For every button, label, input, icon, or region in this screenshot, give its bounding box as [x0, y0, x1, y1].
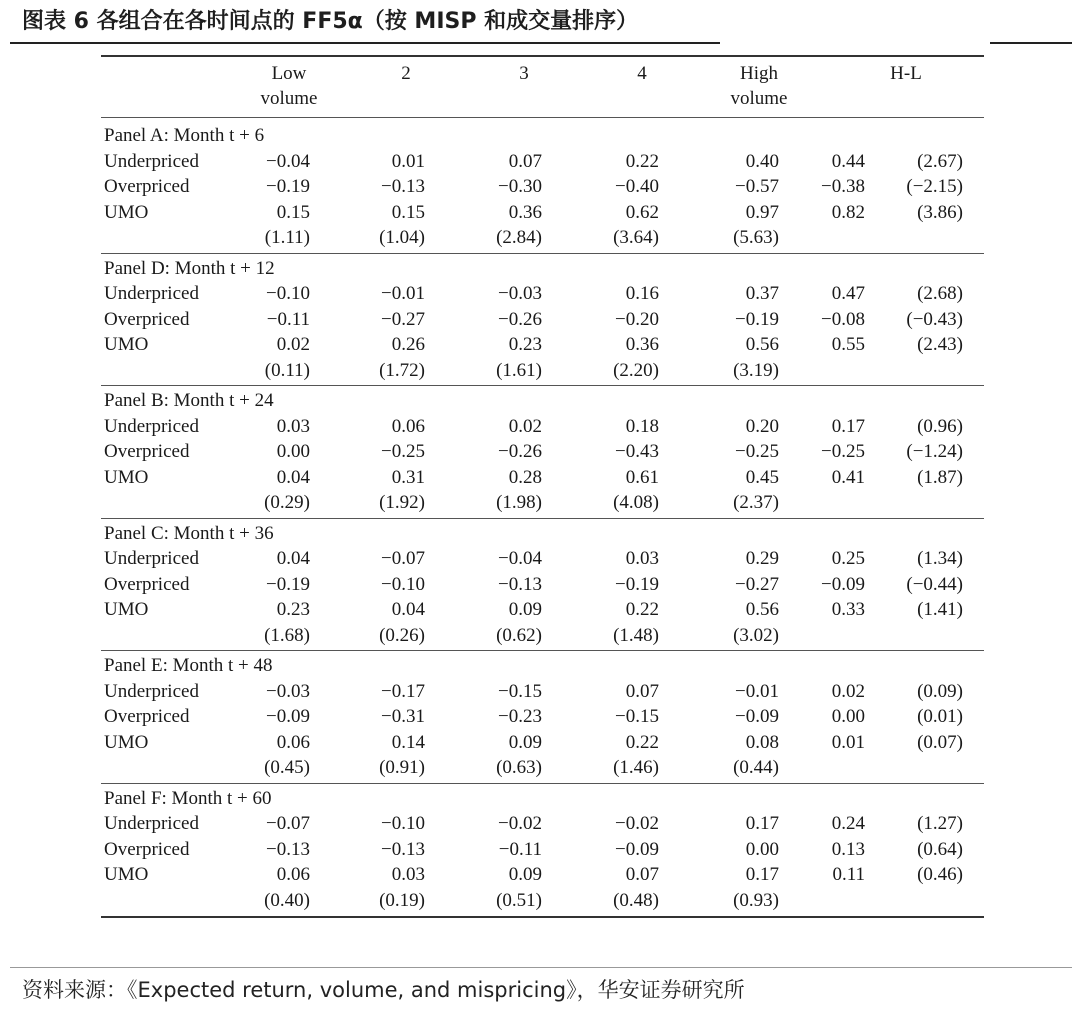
value-cell: −0.43 [615, 441, 659, 462]
value-cell: 0.00 [745, 838, 779, 860]
hl-value: 0.47 [831, 283, 865, 304]
value-cell: 0.36 [625, 334, 659, 355]
value-cell: 0.06 [391, 415, 425, 437]
value-cell: −0.27 [381, 308, 425, 330]
tstat-cell: (0.29) [264, 492, 310, 513]
row-label: Overpriced [104, 573, 190, 595]
hl-value: 0.25 [831, 548, 865, 569]
column-header: volume [260, 88, 318, 109]
value-cell: 0.07 [508, 150, 542, 172]
row-label: UMO [104, 864, 149, 885]
value-cell: 0.17 [745, 813, 779, 834]
row-label: Overpriced [104, 838, 190, 860]
row-label: Overpriced [104, 706, 190, 727]
value-cell: −0.03 [266, 680, 310, 702]
hl-tstat: (1.27) [917, 813, 963, 834]
tstat-cell: (3.19) [733, 359, 779, 381]
caption-rule-right [990, 42, 1072, 44]
value-cell: 0.15 [391, 201, 425, 223]
panel-separator-rule [101, 385, 984, 386]
column-header: 3 [519, 63, 529, 84]
tstat-cell: (2.20) [613, 359, 659, 381]
hl-tstat: (0.64) [917, 838, 963, 860]
hl-value: 0.55 [831, 334, 865, 355]
value-cell: 0.56 [745, 599, 779, 620]
value-cell: −0.30 [498, 176, 542, 197]
hl-value: 0.13 [831, 838, 865, 860]
row-label: UMO [104, 201, 149, 223]
tstat-cell: (0.45) [264, 757, 310, 778]
row-label: Underpriced [104, 150, 199, 172]
tstat-cell: (2.37) [733, 492, 779, 513]
panel-separator-rule [101, 518, 984, 519]
panel-title: Panel C: Month t + 36 [104, 522, 274, 544]
hl-value: −0.25 [821, 441, 865, 462]
tstat-cell: (0.11) [264, 359, 310, 381]
value-cell: −0.26 [498, 308, 542, 330]
hl-tstat: (−1.24) [906, 441, 963, 462]
value-cell: −0.09 [266, 706, 310, 727]
value-cell: 0.09 [508, 599, 542, 620]
hl-value: 0.33 [831, 599, 865, 620]
value-cell: 0.37 [745, 283, 779, 304]
value-cell: −0.26 [498, 441, 542, 462]
value-cell: 0.08 [745, 731, 779, 753]
value-cell: 0.01 [391, 150, 425, 172]
value-cell: 0.16 [625, 283, 659, 304]
tstat-cell: (0.91) [379, 757, 425, 778]
column-header: H-L [890, 63, 922, 84]
hl-tstat: (0.46) [917, 864, 963, 885]
tstat-cell: (1.11) [264, 227, 310, 248]
tstat-cell: (0.26) [379, 624, 425, 646]
hl-tstat: (−2.15) [906, 176, 963, 197]
value-cell: −0.07 [381, 548, 425, 569]
row-label: Underpriced [104, 415, 199, 437]
row-label: Overpriced [104, 308, 190, 330]
value-cell: −0.09 [735, 706, 779, 727]
row-label: Overpriced [104, 441, 190, 462]
value-cell: −0.19 [266, 176, 310, 197]
value-cell: 0.62 [625, 201, 659, 223]
hl-value: 0.82 [831, 201, 865, 223]
tstat-cell: (3.02) [733, 624, 779, 646]
value-cell: 0.03 [276, 415, 310, 437]
hl-tstat: (0.01) [917, 706, 963, 727]
figure-caption: 图表 6 各组合在各时间点的 FF5α（按 MISP 和成交量排序） [22, 9, 639, 34]
value-cell: 0.04 [276, 548, 310, 569]
value-cell: −0.40 [615, 176, 659, 197]
tstat-cell: (1.61) [496, 359, 542, 381]
row-label: Underpriced [104, 283, 199, 304]
value-cell: −0.19 [266, 573, 310, 595]
hl-tstat: (0.96) [917, 415, 963, 437]
value-cell: 0.45 [745, 466, 779, 488]
hl-value: −0.38 [821, 176, 865, 197]
value-cell: 0.22 [625, 599, 659, 620]
value-cell: −0.25 [381, 441, 425, 462]
hl-value: −0.08 [821, 308, 865, 330]
value-cell: −0.02 [498, 813, 542, 834]
value-cell: −0.19 [615, 573, 659, 595]
tstat-cell: (1.68) [264, 624, 310, 646]
value-cell: −0.01 [735, 680, 779, 702]
value-cell: 0.07 [625, 680, 659, 702]
row-label: Underpriced [104, 680, 199, 702]
hl-tstat: (1.87) [917, 466, 963, 488]
hl-tstat: (2.67) [917, 150, 963, 172]
caption-rule [10, 42, 720, 44]
tstat-cell: (0.63) [496, 757, 542, 778]
value-cell: −0.13 [381, 838, 425, 860]
row-label: Overpriced [104, 176, 190, 197]
source-note: 资料来源：《Expected return, volume, and mispricing》，华安证券研究所 [22, 978, 745, 1002]
value-cell: −0.09 [615, 838, 659, 860]
tstat-cell: (1.98) [496, 492, 542, 513]
table-bottom-rule [101, 916, 984, 918]
value-cell: 0.36 [508, 201, 542, 223]
tstat-cell: (0.62) [496, 624, 542, 646]
column-header: High [740, 63, 778, 84]
value-cell: 0.22 [625, 150, 659, 172]
panel-title: Panel D: Month t + 12 [104, 257, 275, 279]
value-cell: 0.61 [625, 466, 659, 488]
row-label: UMO [104, 466, 149, 488]
column-header: 4 [637, 63, 647, 84]
row-label: UMO [104, 334, 149, 355]
value-cell: −0.10 [381, 573, 425, 595]
row-label: UMO [104, 599, 149, 620]
tstat-cell: (3.64) [613, 227, 659, 248]
hl-value: 0.01 [831, 731, 865, 753]
value-cell: 0.07 [625, 864, 659, 885]
hl-tstat: (1.41) [917, 599, 963, 620]
value-cell: −0.13 [498, 573, 542, 595]
value-cell: −0.02 [615, 813, 659, 834]
column-header: Low [271, 63, 307, 84]
value-cell: 0.04 [276, 466, 310, 488]
tstat-cell: (5.63) [733, 227, 779, 248]
value-cell: 0.28 [508, 466, 542, 488]
value-cell: −0.25 [735, 441, 779, 462]
value-cell: 0.04 [391, 599, 425, 620]
value-cell: −0.01 [381, 283, 425, 304]
value-cell: 0.23 [508, 334, 542, 355]
tstat-cell: (0.19) [379, 889, 425, 911]
value-cell: −0.57 [735, 176, 779, 197]
value-cell: 0.22 [625, 731, 659, 753]
value-cell: −0.23 [498, 706, 542, 727]
value-cell: 0.14 [391, 731, 425, 753]
hl-value: 0.11 [832, 864, 865, 885]
tstat-cell: (0.48) [613, 889, 659, 911]
value-cell: 0.09 [508, 864, 542, 885]
hl-value: −0.09 [821, 573, 865, 595]
value-cell: −0.13 [266, 838, 310, 860]
panel-separator-rule [101, 650, 984, 651]
value-cell: 0.26 [391, 334, 425, 355]
header-rule [101, 117, 984, 118]
value-cell: −0.04 [266, 150, 310, 172]
value-cell: 0.15 [276, 201, 310, 223]
tstat-cell: (1.92) [379, 492, 425, 513]
value-cell: 0.17 [745, 864, 779, 885]
tstat-cell: (4.08) [613, 492, 659, 513]
value-cell: −0.03 [498, 283, 542, 304]
value-cell: 0.06 [276, 864, 310, 885]
value-cell: 0.23 [276, 599, 310, 620]
value-cell: −0.27 [735, 573, 779, 595]
tstat-cell: (2.84) [496, 227, 542, 248]
value-cell: 0.03 [391, 864, 425, 885]
value-cell: 0.20 [745, 415, 779, 437]
hl-tstat: (1.34) [917, 548, 963, 569]
hl-tstat: (−0.43) [906, 308, 963, 330]
value-cell: 0.02 [508, 415, 542, 437]
tstat-cell: (0.40) [264, 889, 310, 911]
row-label: UMO [104, 731, 149, 753]
hl-value: 0.00 [831, 706, 865, 727]
value-cell: 0.56 [745, 334, 779, 355]
value-cell: −0.15 [615, 706, 659, 727]
hl-tstat: (2.68) [917, 283, 963, 304]
value-cell: 0.00 [276, 441, 310, 462]
source-rule [10, 967, 1072, 968]
table-top-rule [101, 55, 984, 57]
value-cell: −0.04 [498, 548, 542, 569]
value-cell: 0.40 [745, 150, 779, 172]
hl-value: 0.24 [831, 813, 865, 834]
column-header: 2 [401, 63, 411, 84]
hl-value: 0.17 [831, 415, 865, 437]
hl-value: 0.41 [831, 466, 865, 488]
value-cell: −0.11 [266, 308, 310, 330]
value-cell: 0.97 [745, 201, 779, 223]
panel-title: Panel E: Month t + 48 [104, 655, 273, 676]
tstat-cell: (0.44) [733, 757, 779, 778]
tstat-cell: (1.72) [379, 359, 425, 381]
value-cell: 0.03 [625, 548, 659, 569]
value-cell: −0.13 [381, 176, 425, 197]
hl-tstat: (3.86) [917, 201, 963, 223]
panel-title: Panel A: Month t + 6 [104, 125, 265, 146]
panel-title: Panel F: Month t + 60 [104, 787, 272, 809]
hl-tstat: (0.07) [917, 731, 963, 753]
value-cell: 0.18 [625, 415, 659, 437]
value-cell: −0.15 [498, 680, 542, 702]
column-header: volume [730, 88, 788, 109]
tstat-cell: (1.04) [379, 227, 425, 248]
value-cell: 0.09 [508, 731, 542, 753]
hl-value: 0.44 [831, 150, 865, 172]
value-cell: −0.31 [381, 706, 425, 727]
tstat-cell: (1.48) [613, 624, 659, 646]
value-cell: −0.19 [735, 308, 779, 330]
tstat-cell: (0.93) [733, 889, 779, 911]
panel-title: Panel B: Month t + 24 [104, 390, 274, 411]
panel-separator-rule [101, 253, 984, 254]
row-label: Underpriced [104, 548, 199, 569]
tstat-cell: (0.51) [496, 889, 542, 911]
hl-value: 0.02 [831, 680, 865, 702]
value-cell: 0.31 [391, 466, 425, 488]
hl-tstat: (−0.44) [906, 573, 963, 595]
value-cell: −0.07 [266, 813, 310, 834]
value-cell: −0.20 [615, 308, 659, 330]
value-cell: −0.10 [266, 283, 310, 304]
value-cell: −0.11 [498, 838, 542, 860]
value-cell: −0.10 [381, 813, 425, 834]
value-cell: 0.29 [745, 548, 779, 569]
value-cell: 0.02 [276, 334, 310, 355]
value-cell: 0.06 [276, 731, 310, 753]
panel-separator-rule [101, 783, 984, 784]
tstat-cell: (1.46) [613, 757, 659, 778]
row-label: Underpriced [104, 813, 199, 834]
hl-tstat: (2.43) [917, 334, 963, 355]
value-cell: −0.17 [381, 680, 425, 702]
hl-tstat: (0.09) [917, 680, 963, 702]
